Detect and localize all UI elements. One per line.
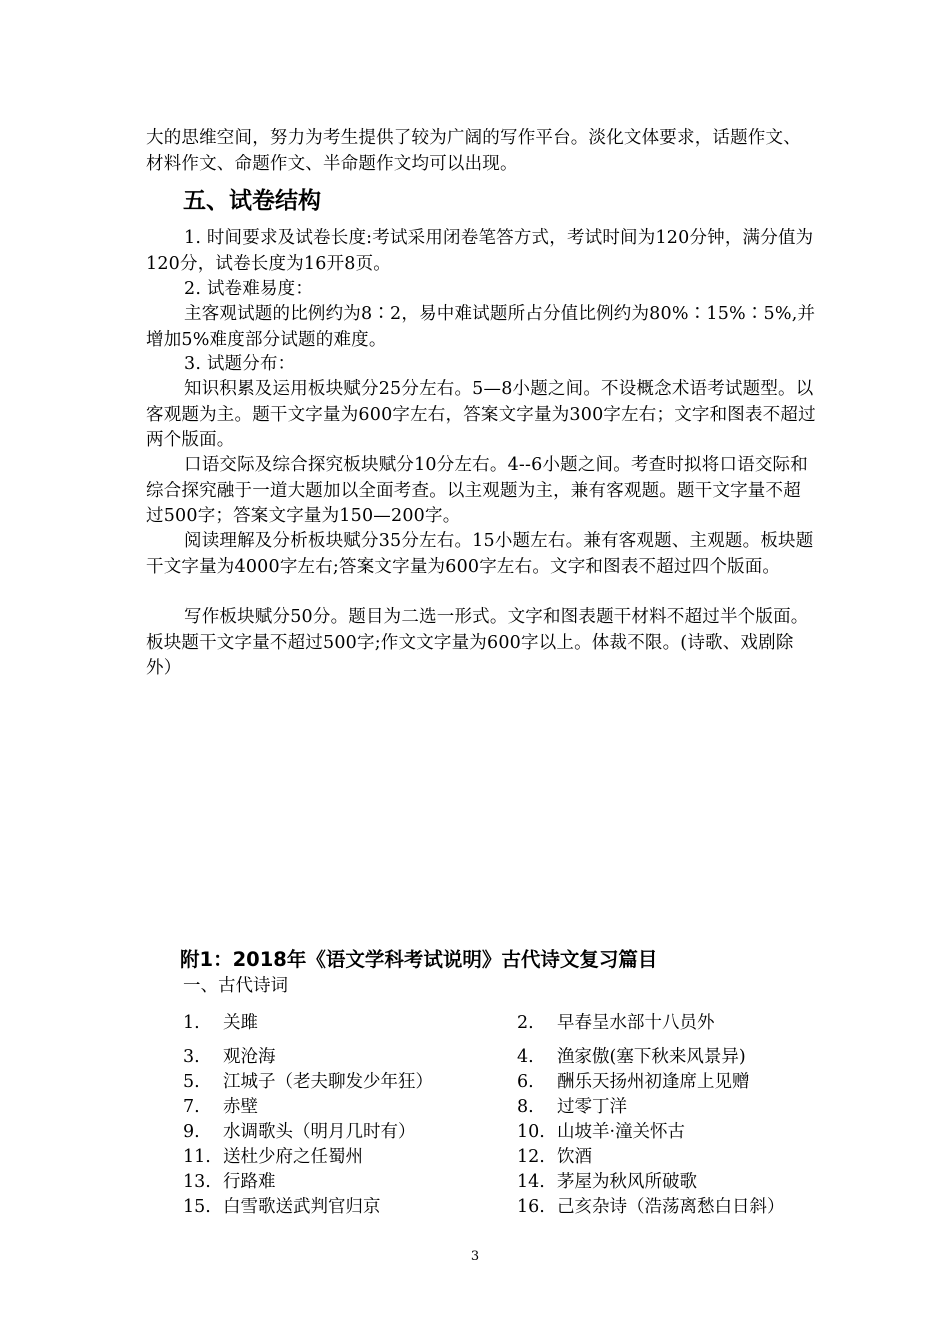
poem-list-item xyxy=(183,1011,258,1036)
poem-list-item xyxy=(183,1095,258,1120)
item-reading-block: 阅读理解及分析板块赋分35分左右。15小题左右。兼有客观题、主观题。板块题干文字量为4000字左右;答案文字量为600字左右。文字和图表不超过四个版面。 xyxy=(146,531,814,577)
poem-number: 15. xyxy=(183,1197,211,1217)
poem-list-item xyxy=(517,1170,697,1195)
poem-number: 11. xyxy=(183,1147,211,1167)
poem-number: 12. xyxy=(517,1147,545,1167)
page-number: 3 xyxy=(470,1249,480,1264)
item-difficulty-ratio: 主客观试题的比例约为8∶2，易中难试题所占分值比例约为80%∶15%∶5%,并增加5%难度部分试题的难度。 xyxy=(146,304,816,350)
poem-title: 渔家傲(塞下秋来风景异) xyxy=(557,1047,746,1067)
poem-number: 13. xyxy=(183,1172,211,1192)
poem-title: 观沧海 xyxy=(223,1047,276,1067)
poem-number: 4. xyxy=(517,1047,534,1067)
poem-title: 关雎 xyxy=(223,1013,258,1033)
poem-number: 14. xyxy=(517,1172,545,1192)
poem-title: 早春呈水部十八员外 xyxy=(557,1013,715,1033)
poem-list-item xyxy=(183,1045,276,1070)
poem-list-item xyxy=(183,1120,416,1145)
poem-title: 茅屋为秋风所破歌 xyxy=(557,1172,697,1192)
poem-title: 行路难 xyxy=(223,1172,276,1192)
poem-list-item xyxy=(517,1145,592,1170)
poem-list-item xyxy=(517,1120,685,1145)
poem-title: 水调歌头（明月几时有） xyxy=(223,1122,416,1142)
poem-number: 3. xyxy=(183,1047,200,1067)
poem-number: 5. xyxy=(183,1072,200,1092)
poem-number: 6. xyxy=(517,1072,534,1092)
poem-title: 江城子（老夫聊发少年狂） xyxy=(223,1072,433,1092)
poem-list-item xyxy=(183,1170,276,1195)
poem-number: 1. xyxy=(183,1013,200,1033)
appendix-subheading: 一、古代诗词 xyxy=(183,976,288,996)
item-writing-block: 写作板块赋分50分。题目为二选一形式。文字和图表题干材料不超过半个版面。板块题干文字量不超过500字;作文文字量为600字以上。体裁不限。(诗歌、戏剧除外） xyxy=(146,607,809,678)
poem-list-item xyxy=(517,1011,715,1036)
poem-list-item xyxy=(517,1045,746,1070)
poem-title: 赤壁 xyxy=(223,1097,258,1117)
intro-paragraph: 大的思维空间，努力为考生提供了较为广阔的写作平台。淡化文体要求，话题作文、材料作文、命题作文、半命题作文均可以出现。 xyxy=(146,128,801,174)
poem-list-item xyxy=(517,1095,627,1120)
poem-list-item xyxy=(183,1145,363,1170)
section-heading: 五、试卷结构 xyxy=(183,188,321,214)
poem-title: 饮酒 xyxy=(557,1147,592,1167)
poem-list-item xyxy=(517,1070,750,1095)
item-oral-block: 口语交际及综合探究板块赋分10分左右。4--6小题之间。考查时拟将口语交际和综合探究融于一道大题加以全面考查。以主观题为主，兼有客观题。题干文字量不超过500字；答案文字量为150—200字。 xyxy=(146,455,808,526)
poem-number: 10. xyxy=(517,1122,545,1142)
poem-list-item xyxy=(183,1070,433,1095)
poem-title: 山坡羊·潼关怀古 xyxy=(557,1122,686,1142)
poem-number: 7. xyxy=(183,1097,200,1117)
poem-number: 2. xyxy=(517,1013,534,1033)
poem-list-item xyxy=(517,1195,785,1220)
poem-number: 9. xyxy=(183,1122,200,1142)
poem-number: 8. xyxy=(517,1097,534,1117)
item-difficulty-label: 2. 试卷难易度： xyxy=(184,279,314,299)
item-distribution-label: 3. 试题分布： xyxy=(184,354,296,374)
item-time-requirement: 1. 时间要求及试卷长度:考试采用闭卷笔答方式，考试时间为120分钟，满分值为120分，试卷长度为16开8页。 xyxy=(146,228,814,274)
poem-title: 酬乐天扬州初逢席上见赠 xyxy=(557,1072,750,1092)
poem-title: 白雪歌送武判官归京 xyxy=(223,1197,381,1217)
item-knowledge-block: 知识积累及运用板块赋分25分左右。5—8小题之间。不设概念术语考试题型。以客观题为主。题干文字量为600字左右，答案文字量为300字左右；文字和图表不超过两个版面。 xyxy=(146,379,816,450)
poem-title: 过零丁洋 xyxy=(557,1097,627,1117)
poem-number: 16. xyxy=(517,1197,545,1217)
appendix-heading: 附1：2018年《语文学科考试说明》古代诗文复习篇目 xyxy=(180,948,658,971)
poem-title: 送杜少府之任蜀州 xyxy=(223,1147,363,1167)
poem-title: 己亥杂诗（浩荡离愁白日斜） xyxy=(557,1197,785,1217)
poem-list-item xyxy=(183,1195,381,1220)
